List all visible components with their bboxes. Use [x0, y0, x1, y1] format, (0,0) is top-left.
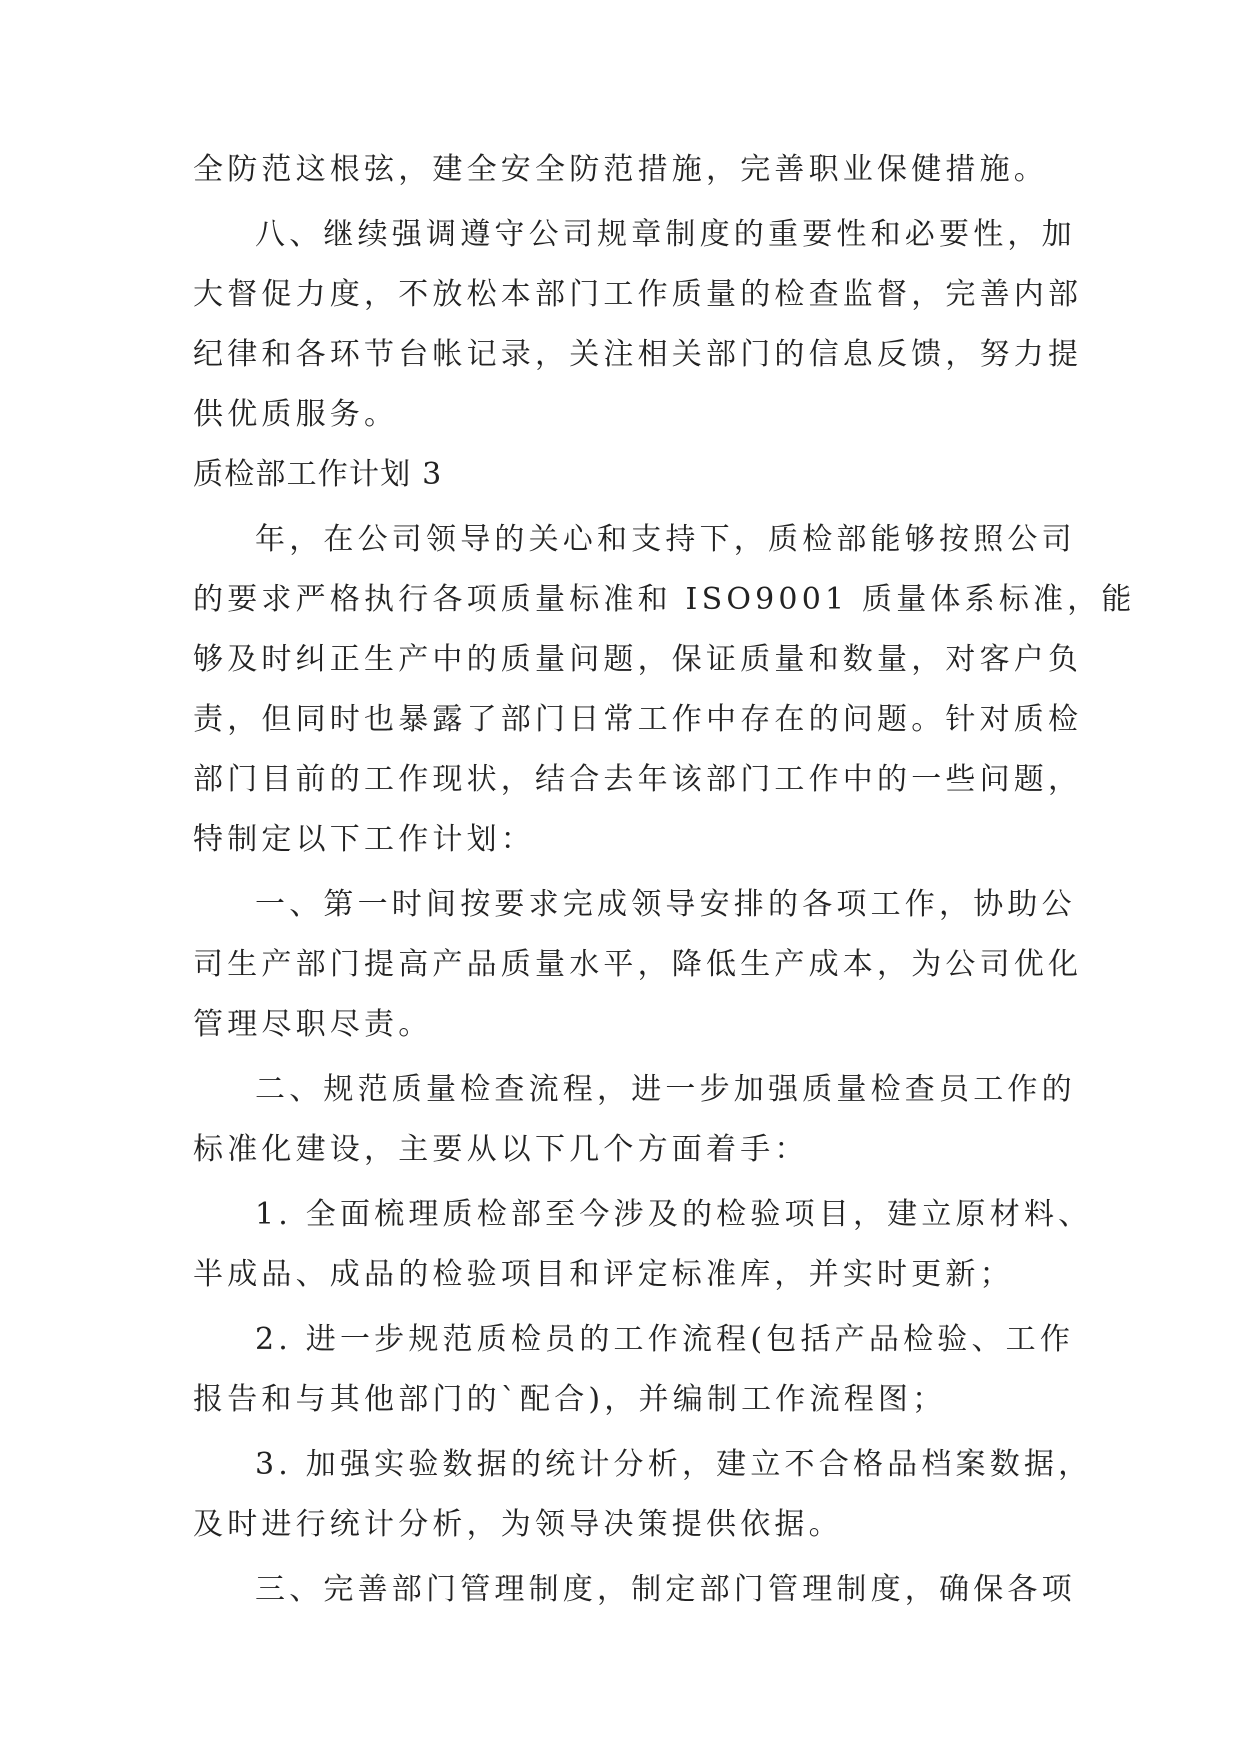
- text-line: 标准化建设，主要从以下几个方面着手：: [193, 1132, 809, 1167]
- text-line: 三、完善部门管理制度，制定部门管理制度，确保各项: [255, 1572, 1076, 1607]
- text-line: 全防范这根弦，建全安全防范措施，完善职业保健措施。: [193, 152, 1048, 187]
- text-line: 3. 加强实验数据的统计分析，建立不合格品档案数据，: [255, 1447, 1093, 1482]
- text-line: 的要求严格执行各项质量标准和 ISO9001 质量体系标准，能: [193, 582, 1136, 617]
- text-line: 特制定以下工作计划：: [193, 822, 535, 857]
- text-line: 及时进行统计分析，为领导决策提供依据。: [193, 1507, 843, 1542]
- text-line: 供优质服务。: [193, 397, 399, 432]
- text-line: 一、第一时间按要求完成领导安排的各项工作，协助公: [255, 887, 1076, 922]
- text-line: 部门目前的工作现状，结合去年该部门工作中的一些问题，: [193, 762, 1083, 797]
- text-line: 报告和与其他部门的`配合)，并编制工作流程图；: [193, 1382, 947, 1417]
- section-heading: 质检部工作计划 3: [193, 457, 443, 492]
- text-line: 大督促力度，不放松本部门工作质量的检查监督，完善内部: [193, 277, 1083, 312]
- text-line: 司生产部门提高产品质量水平，降低生产成本，为公司优化: [193, 947, 1083, 982]
- text-line: 半成品、成品的检验项目和评定标准库，并实时更新；: [193, 1257, 1014, 1292]
- text-line: 责，但同时也暴露了部门日常工作中存在的问题。针对质检: [193, 702, 1083, 737]
- text-line: 2. 进一步规范质检员的工作流程(包括产品检验、工作: [255, 1322, 1075, 1357]
- text-line: 1. 全面梳理质检部至今涉及的检验项目，建立原材料、: [255, 1197, 1093, 1232]
- text-line: 年，在公司领导的关心和支持下，质检部能够按照公司: [255, 522, 1076, 557]
- text-line: 八、继续强调遵守公司规章制度的重要性和必要性，加: [255, 217, 1076, 252]
- text-line: 二、规范质量检查流程，进一步加强质量检查员工作的: [255, 1072, 1076, 1107]
- text-line: 纪律和各环节台帐记录，关注相关部门的信息反馈，努力提: [193, 337, 1083, 372]
- text-line: 够及时纠正生产中的质量问题，保证质量和数量，对客户负: [193, 642, 1083, 677]
- text-line: 管理尽职尽责。: [193, 1007, 433, 1042]
